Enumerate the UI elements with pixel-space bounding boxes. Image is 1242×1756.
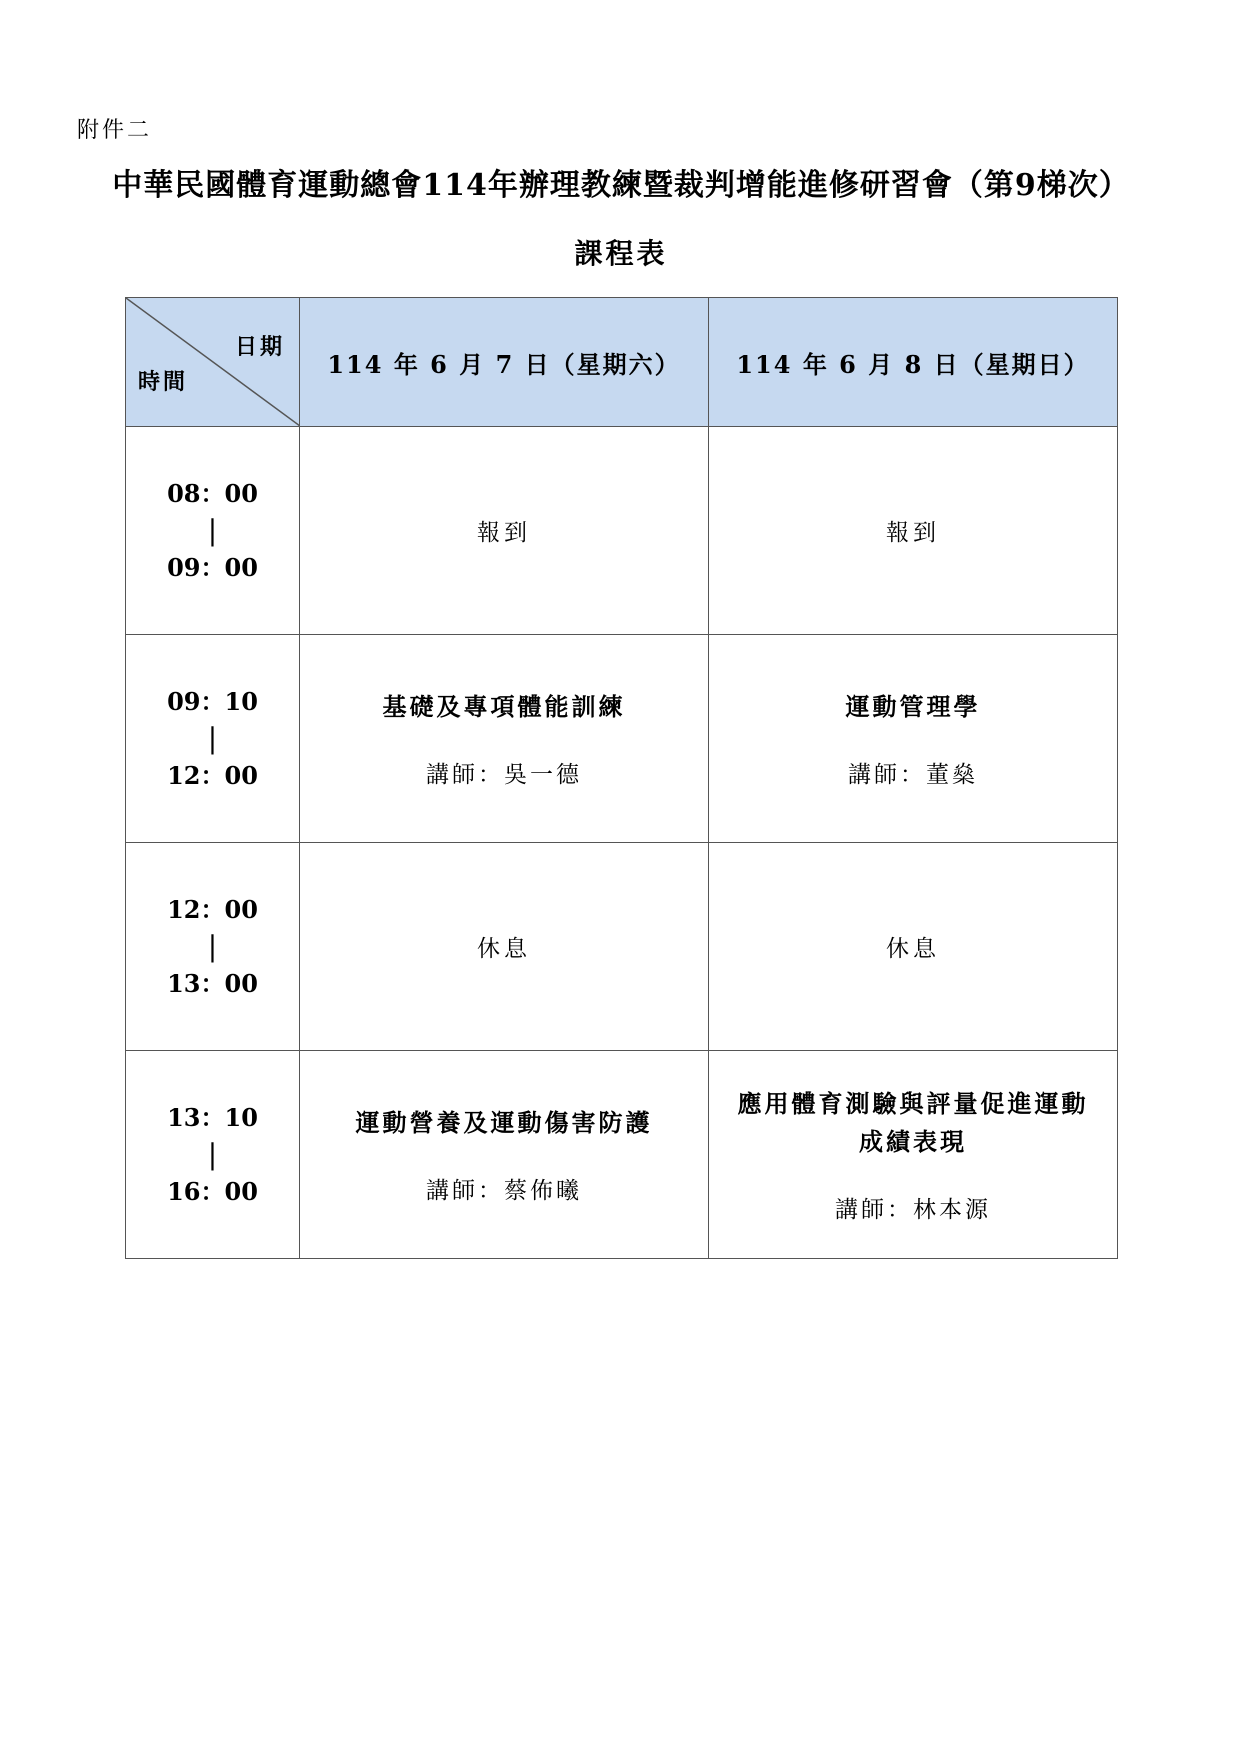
- document-title: 中華民國體育運動總會114年辦理教練暨裁判增能進修研習會（第9梯次）: [112, 168, 1130, 203]
- time-separator: |: [207, 721, 218, 755]
- course-cell-day1: [300, 1051, 709, 1259]
- lecturer-name: 講師：林本源: [835, 1197, 991, 1223]
- time-cell: [126, 427, 300, 635]
- time-separator: |: [207, 513, 218, 547]
- table-row: [126, 843, 1118, 1051]
- lecturer-name: 講師：吳一德: [426, 762, 582, 788]
- time-separator: |: [207, 1137, 218, 1171]
- time-cell: [126, 1051, 300, 1259]
- corner-header-cell: [126, 298, 300, 427]
- date-header-day1: 114 年 6 月 7 日（星期六）: [300, 298, 709, 427]
- document-subtitle: 課程表: [574, 237, 668, 270]
- time-start: 12：00: [167, 894, 258, 924]
- course-title-line2: 成績表現: [859, 1127, 967, 1156]
- table-row: [126, 635, 1118, 843]
- time-separator: |: [207, 929, 218, 963]
- time-start: 08：00: [167, 478, 258, 508]
- table-row: [126, 1051, 1118, 1259]
- course-cell-day2: 休息: [709, 843, 1118, 1051]
- time-start: 13：10: [167, 1102, 258, 1132]
- course-cell-day1: [300, 635, 709, 843]
- corner-time-label: 時間: [138, 369, 189, 395]
- time-cell: [126, 843, 300, 1051]
- course-cell-day1: 報到: [300, 427, 709, 635]
- time-end: 12：00: [167, 760, 258, 790]
- course-cell-day1: 休息: [300, 843, 709, 1051]
- corner-date-label: 日期: [234, 334, 285, 360]
- date-header-day2: 114 年 6 月 8 日（星期日）: [709, 298, 1118, 427]
- attachment-label: 附件二: [77, 118, 153, 143]
- course-cell-day2: 報到: [709, 427, 1118, 635]
- time-end: 16：00: [167, 1176, 258, 1206]
- schedule-table: [125, 297, 1118, 1259]
- time-start: 09：10: [167, 686, 258, 716]
- table-row: [126, 427, 1118, 635]
- time-end: 09：00: [167, 552, 258, 582]
- course-title: 運動管理學: [845, 692, 981, 721]
- time-end: 13：00: [167, 968, 258, 998]
- course-title: 基礎及專項體能訓練: [382, 692, 626, 721]
- header-row: [126, 298, 1118, 427]
- lecturer-name: 講師：董燊: [848, 762, 978, 788]
- course-title: 運動營養及運動傷害防護: [355, 1108, 653, 1137]
- lecturer-name: 講師：蔡佈曦: [426, 1178, 582, 1204]
- course-cell-day2: [709, 635, 1118, 843]
- diagonal-divider: [126, 298, 300, 426]
- course-cell-day2: [709, 1051, 1118, 1259]
- time-cell: [126, 635, 300, 843]
- course-title-line1: 應用體育測驗與評量促進運動: [737, 1089, 1089, 1118]
